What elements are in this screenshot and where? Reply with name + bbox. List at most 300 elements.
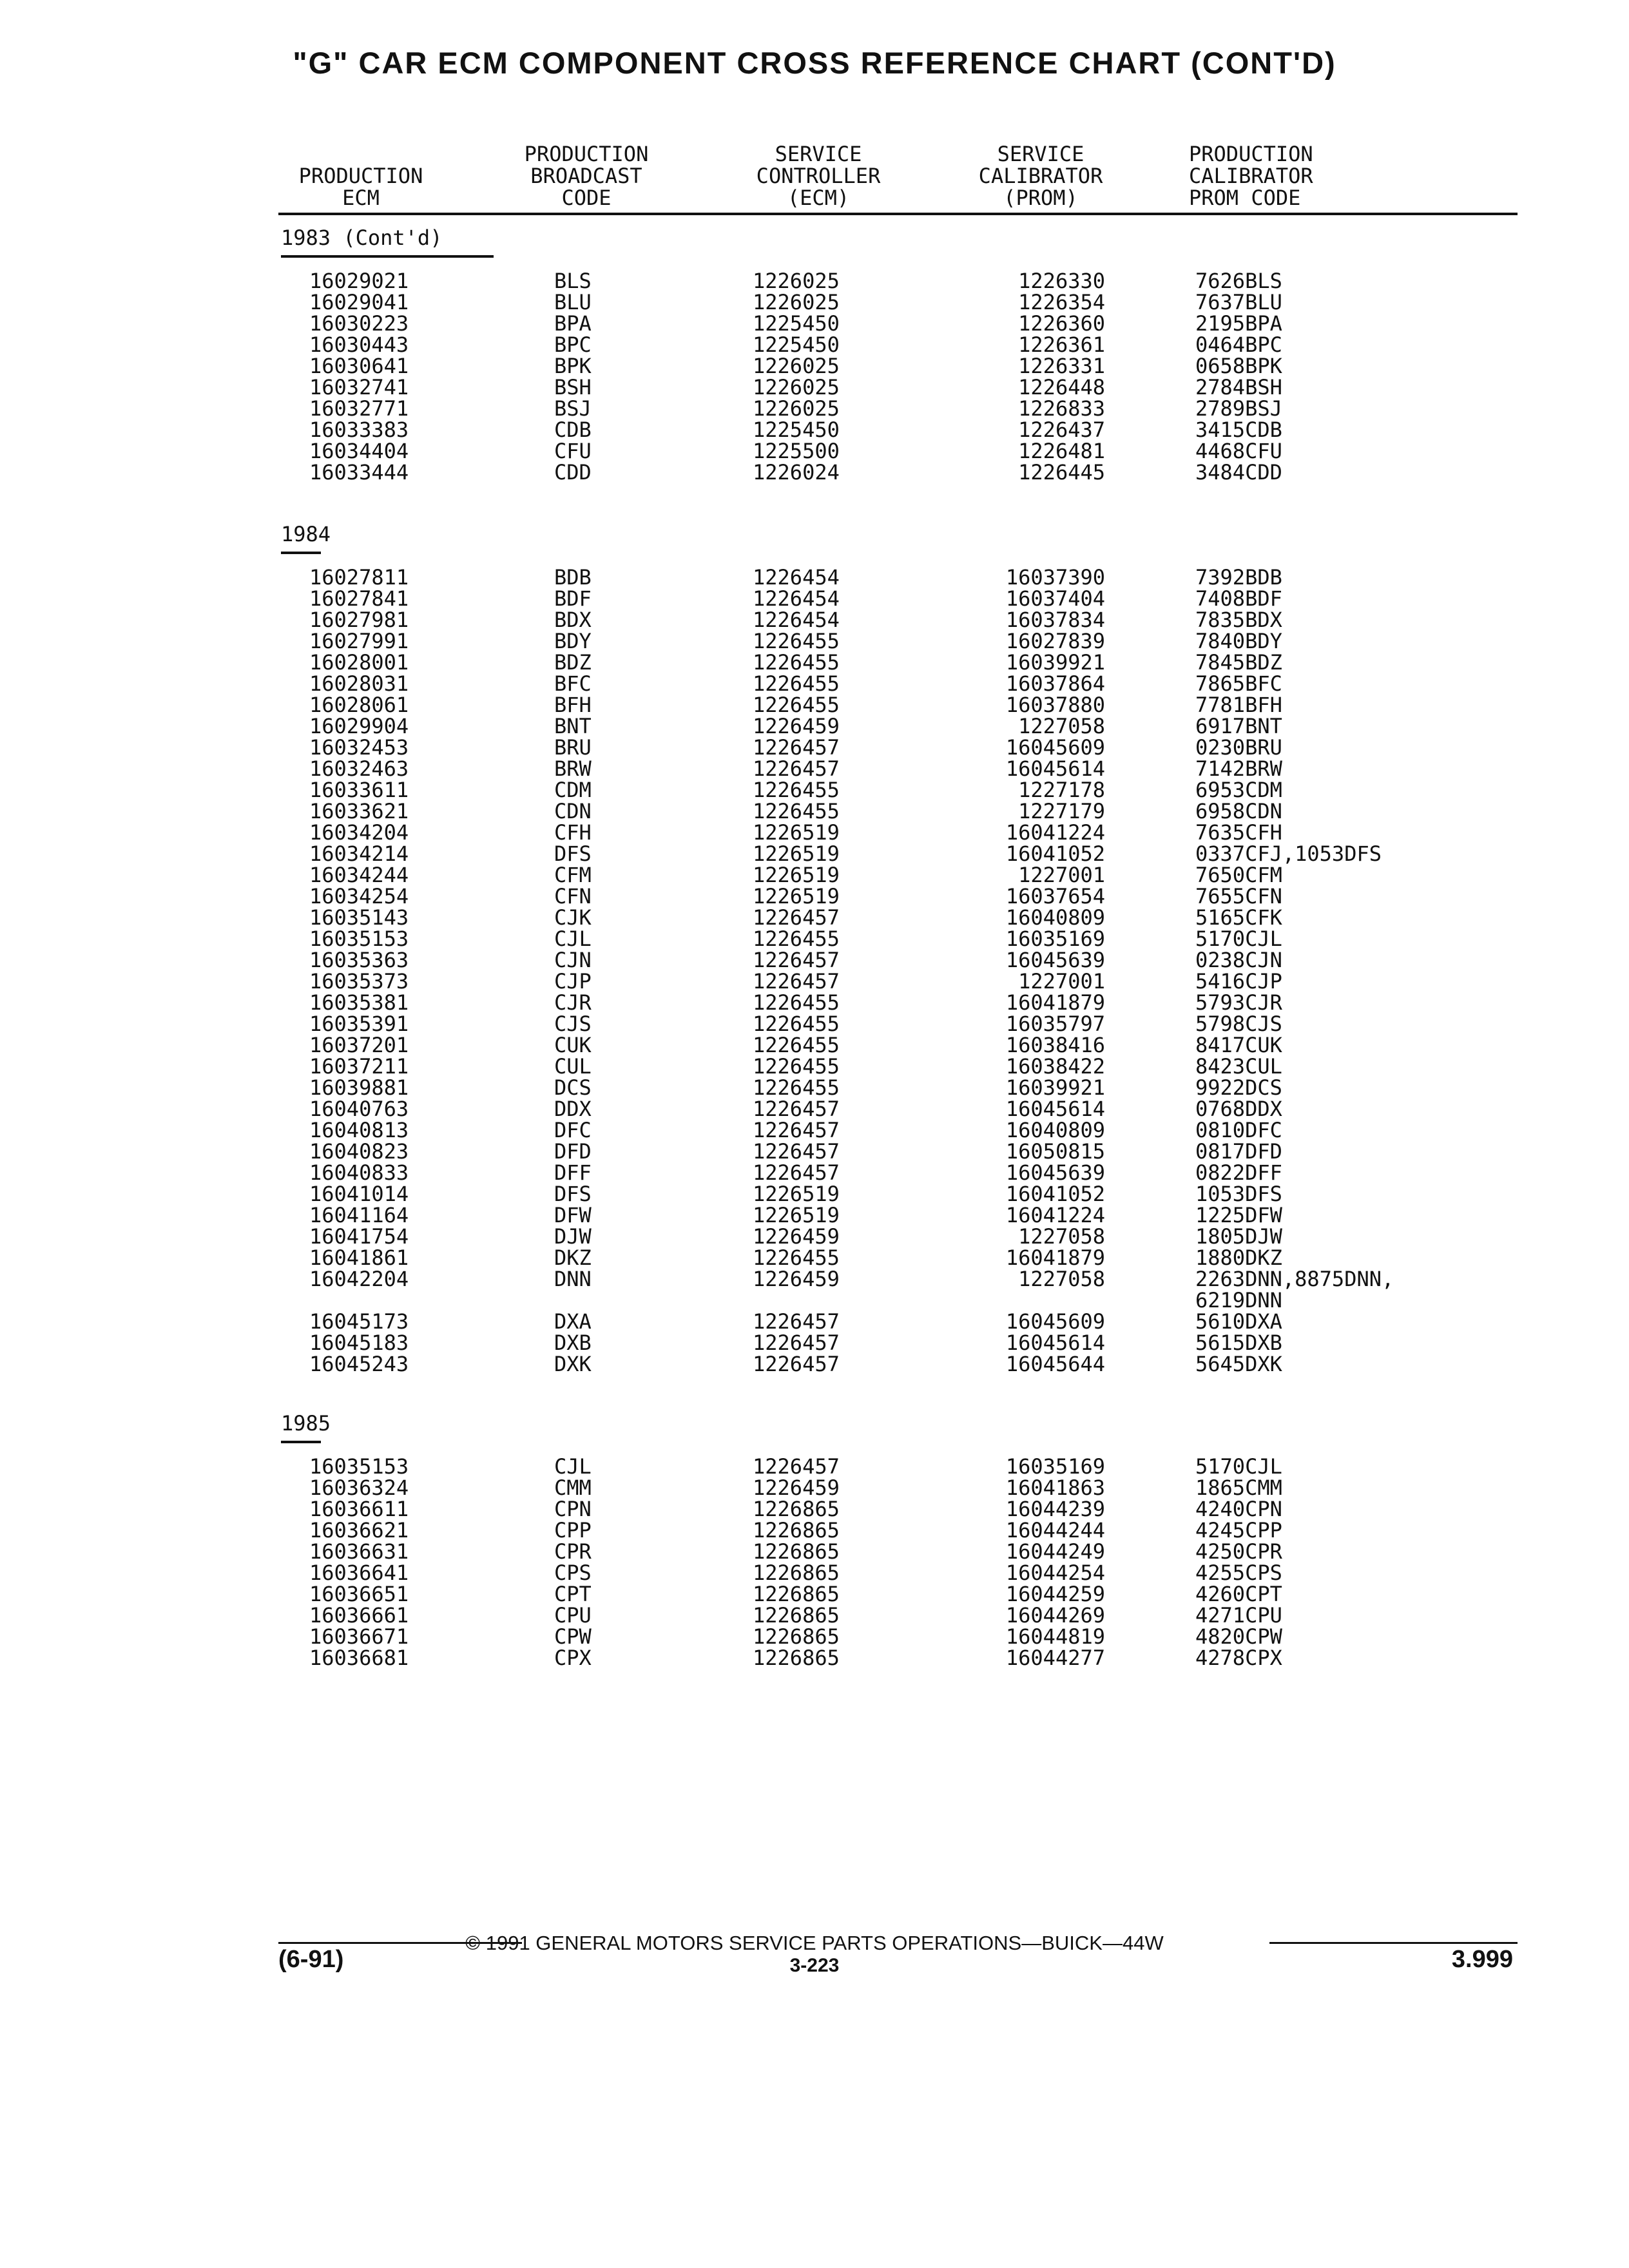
broadcast-code-cell: CFH <box>554 820 592 845</box>
service-calibrator-cell: 16041863 <box>1005 1475 1105 1500</box>
prom-code-cell: 7392BDB <box>1195 565 1282 590</box>
table-row <box>0 334 1629 356</box>
year-label: 1984 <box>281 522 331 546</box>
header-broadcast-code: PRODUCTION BROADCAST CODE <box>524 142 649 210</box>
production-ecm-cell: 16027981 <box>309 608 409 632</box>
table-row <box>0 1056 1629 1077</box>
table-row <box>0 695 1629 716</box>
production-ecm-cell: 16034244 <box>309 863 409 887</box>
production-ecm-cell: 16028031 <box>309 671 409 696</box>
table-row <box>0 398 1629 419</box>
service-controller-cell: 1226459 <box>753 1475 840 1500</box>
service-controller-cell: 1226457 <box>753 735 840 760</box>
broadcast-code-cell: BFC <box>554 671 592 696</box>
broadcast-code-cell: BFH <box>554 693 592 717</box>
service-calibrator-cell: 16044239 <box>1005 1497 1105 1521</box>
service-controller-cell: 1226459 <box>753 714 840 738</box>
table-row <box>0 271 1629 292</box>
service-calibrator-cell: 16044819 <box>1005 1624 1105 1649</box>
prom-code-cell: 9922DCS <box>1195 1075 1282 1100</box>
service-controller-cell: 1226454 <box>753 608 840 632</box>
prom-code-cell: 2263DNN,8875DNN, <box>1195 1267 1394 1291</box>
service-calibrator-cell: 1227001 <box>1018 969 1105 994</box>
broadcast-code-cell: DFS <box>554 1182 592 1206</box>
table-row <box>0 1605 1629 1626</box>
service-calibrator-cell: 1226448 <box>1018 375 1105 399</box>
service-calibrator-cell: 1227058 <box>1018 1224 1105 1249</box>
production-ecm-cell: 16033444 <box>309 460 409 485</box>
service-calibrator-cell: 16037404 <box>1005 586 1105 611</box>
prom-code-cell: 5798CJS <box>1195 1012 1282 1036</box>
broadcast-code-cell: CDD <box>554 460 592 485</box>
service-controller-cell: 1226865 <box>753 1561 840 1585</box>
service-controller-cell: 1225500 <box>753 439 840 463</box>
production-ecm-cell: 16035153 <box>309 1454 409 1479</box>
prom-code-cell: 1865CMM <box>1195 1475 1282 1500</box>
production-ecm-cell: 16035153 <box>309 927 409 951</box>
production-ecm-cell: 16036671 <box>309 1624 409 1649</box>
broadcast-code-cell: BSH <box>554 375 592 399</box>
service-controller-cell: 1226457 <box>753 1118 840 1142</box>
broadcast-code-cell: CPU <box>554 1603 592 1628</box>
header-production-ecm: PRODUCTION ECM <box>298 164 423 210</box>
production-ecm-cell: 16040813 <box>309 1118 409 1142</box>
page-number: 3-223 <box>789 1955 840 1976</box>
service-controller-cell: 1226519 <box>753 884 840 908</box>
section-number: 3.999 <box>1451 1946 1513 1973</box>
service-controller-cell: 1226865 <box>753 1582 840 1606</box>
table-row <box>0 971 1629 992</box>
prom-code-cell: 8423CUL <box>1195 1054 1282 1079</box>
service-calibrator-cell: 1227058 <box>1018 1267 1105 1291</box>
year-underline <box>281 255 494 258</box>
table-row <box>0 1120 1629 1141</box>
prom-code-cell: 2784BSH <box>1195 375 1282 399</box>
service-controller-cell: 1226455 <box>753 799 840 823</box>
page-title: "G" CAR ECM COMPONENT CROSS REFERENCE CHART (CONT'D) <box>293 46 1336 80</box>
service-controller-cell: 1226457 <box>753 1160 840 1185</box>
service-calibrator-cell: 16041052 <box>1005 1182 1105 1206</box>
production-ecm-cell: 16027811 <box>309 565 409 590</box>
production-ecm-cell: 16032463 <box>309 756 409 781</box>
production-ecm-cell: 16028001 <box>309 650 409 675</box>
service-calibrator-cell: 16038416 <box>1005 1033 1105 1057</box>
service-calibrator-cell: 1226354 <box>1018 290 1105 314</box>
table-row <box>0 822 1629 843</box>
prom-code-cell: 3484CDD <box>1195 460 1282 485</box>
broadcast-code-cell: DNN <box>554 1267 592 1291</box>
table-row <box>0 1648 1629 1669</box>
broadcast-code-cell: CFU <box>554 439 592 463</box>
service-controller-cell: 1226455 <box>753 1075 840 1100</box>
table-row <box>0 950 1629 971</box>
service-controller-cell: 1226865 <box>753 1603 840 1628</box>
broadcast-code-cell: BDX <box>554 608 592 632</box>
broadcast-code-cell: CJK <box>554 905 592 930</box>
section-rows <box>0 567 1629 1375</box>
prom-code-cell: 0238CJN <box>1195 948 1282 972</box>
broadcast-code-cell: CPW <box>554 1624 592 1649</box>
service-controller-cell: 1226025 <box>753 290 840 314</box>
service-calibrator-cell: 16035797 <box>1005 1012 1105 1036</box>
broadcast-code-cell: DJW <box>554 1224 592 1249</box>
service-calibrator-cell: 16050815 <box>1005 1139 1105 1164</box>
production-ecm-cell: 16029021 <box>309 269 409 293</box>
table-row <box>0 419 1629 441</box>
copyright-notice: © 1991 GENERAL MOTORS SERVICE PARTS OPERATIONS—BUICK—44W <box>465 1932 1164 1954</box>
prom-code-cell: 4240CPN <box>1195 1497 1282 1521</box>
table-row <box>0 313 1629 334</box>
table-row <box>0 462 1629 483</box>
production-ecm-cell: 16036631 <box>309 1539 409 1564</box>
broadcast-code-cell: CUK <box>554 1033 592 1057</box>
table-row <box>0 758 1629 780</box>
service-calibrator-cell: 16041879 <box>1005 1245 1105 1270</box>
prom-code-cell: 4468CFU <box>1195 439 1282 463</box>
broadcast-code-cell: CUL <box>554 1054 592 1079</box>
production-ecm-cell: 16040823 <box>309 1139 409 1164</box>
broadcast-code-cell: DXB <box>554 1331 592 1355</box>
production-ecm-cell: 16036651 <box>309 1582 409 1606</box>
broadcast-code-cell: CDB <box>554 418 592 442</box>
broadcast-code-cell: DXK <box>554 1352 592 1376</box>
service-calibrator-cell: 1226445 <box>1018 460 1105 485</box>
table-row <box>0 1077 1629 1099</box>
prom-code-cell: 5416CJP <box>1195 969 1282 994</box>
production-ecm-cell: 16032771 <box>309 396 409 421</box>
broadcast-code-cell: DDX <box>554 1097 592 1121</box>
table-row <box>0 588 1629 610</box>
broadcast-code-cell: BDB <box>554 565 592 590</box>
service-controller-cell: 1226455 <box>753 1033 840 1057</box>
prom-code-cell: 7835BDX <box>1195 608 1282 632</box>
service-calibrator-cell: 16037880 <box>1005 693 1105 717</box>
service-calibrator-cell: 1226833 <box>1018 396 1105 421</box>
service-controller-cell: 1226457 <box>753 756 840 781</box>
table-row <box>0 1354 1629 1375</box>
production-ecm-cell: 16041861 <box>309 1245 409 1270</box>
table-row <box>0 1247 1629 1269</box>
service-controller-cell: 1226865 <box>753 1518 840 1542</box>
broadcast-code-cell: CPS <box>554 1561 592 1585</box>
production-ecm-cell: 16027841 <box>309 586 409 611</box>
prom-code-cell: 7637BLU <box>1195 290 1282 314</box>
broadcast-code-cell: BLU <box>554 290 592 314</box>
production-ecm-cell: 16030443 <box>309 332 409 357</box>
broadcast-code-cell: BNT <box>554 714 592 738</box>
prom-code-cell: 4245CPP <box>1195 1518 1282 1542</box>
table-row <box>0 1205 1629 1226</box>
broadcast-code-cell: CPR <box>554 1539 592 1564</box>
prom-code-cell: 5165CFK <box>1195 905 1282 930</box>
service-calibrator-cell: 1226437 <box>1018 418 1105 442</box>
production-ecm-cell: 16036661 <box>309 1603 409 1628</box>
prom-code-cell: 5645DXK <box>1195 1352 1282 1376</box>
broadcast-code-cell: DFW <box>554 1203 592 1227</box>
year-underline <box>281 1441 321 1443</box>
prom-code-cell: 5615DXB <box>1195 1331 1282 1355</box>
prom-code-cell: 4250CPR <box>1195 1539 1282 1564</box>
production-ecm-cell: 16035373 <box>309 969 409 994</box>
service-controller-cell: 1226455 <box>753 693 840 717</box>
prom-code-cell: 6219DNN <box>1195 1288 1282 1312</box>
table-row <box>0 1626 1629 1648</box>
service-controller-cell: 1226865 <box>753 1624 840 1649</box>
production-ecm-cell: 16033383 <box>309 418 409 442</box>
service-calibrator-cell: 16044244 <box>1005 1518 1105 1542</box>
table-row <box>0 1499 1629 1520</box>
revision-date: (6-91) <box>278 1946 344 1973</box>
table-row <box>0 1099 1629 1120</box>
service-controller-cell: 1226865 <box>753 1646 840 1670</box>
service-controller-cell: 1226025 <box>753 396 840 421</box>
service-controller-cell: 1226519 <box>753 1182 840 1206</box>
broadcast-code-cell: CFN <box>554 884 592 908</box>
table-row <box>0 441 1629 462</box>
prom-code-cell: 4271CPU <box>1195 1603 1282 1628</box>
broadcast-code-cell: BLS <box>554 269 592 293</box>
service-controller-cell: 1226454 <box>753 586 840 611</box>
production-ecm-cell: 16033611 <box>309 778 409 802</box>
broadcast-code-cell: CMM <box>554 1475 592 1500</box>
service-calibrator-cell: 1227179 <box>1018 799 1105 823</box>
production-ecm-cell: 16042204 <box>309 1267 409 1291</box>
service-calibrator-cell: 16037390 <box>1005 565 1105 590</box>
production-ecm-cell: 16041014 <box>309 1182 409 1206</box>
prom-code-cell: 0464BPC <box>1195 332 1282 357</box>
prom-code-cell: 1225DFW <box>1195 1203 1282 1227</box>
service-calibrator-cell: 16044254 <box>1005 1561 1105 1585</box>
production-ecm-cell: 16036621 <box>309 1518 409 1542</box>
service-controller-cell: 1226519 <box>753 1203 840 1227</box>
broadcast-code-cell: CDM <box>554 778 592 802</box>
broadcast-code-cell: DKZ <box>554 1245 592 1270</box>
broadcast-code-cell: CFM <box>554 863 592 887</box>
production-ecm-cell: 16034214 <box>309 841 409 866</box>
service-controller-cell: 1226519 <box>753 863 840 887</box>
service-calibrator-cell: 1226360 <box>1018 311 1105 336</box>
service-controller-cell: 1226865 <box>753 1497 840 1521</box>
prom-code-cell: 6953CDM <box>1195 778 1282 802</box>
prom-code-cell: 0337CFJ,1053DFS <box>1195 841 1382 866</box>
service-calibrator-cell: 16041052 <box>1005 841 1105 866</box>
prom-code-cell: 7650CFM <box>1195 863 1282 887</box>
broadcast-code-cell: DFF <box>554 1160 592 1185</box>
prom-code-cell: 5170CJL <box>1195 1454 1282 1479</box>
table-row <box>0 292 1629 313</box>
service-calibrator-cell: 16045609 <box>1005 1309 1105 1334</box>
production-ecm-cell: 16029904 <box>309 714 409 738</box>
table-row <box>0 1520 1629 1541</box>
service-calibrator-cell: 16037834 <box>1005 608 1105 632</box>
prom-code-cell: 0230BRU <box>1195 735 1282 760</box>
service-calibrator-cell: 16044259 <box>1005 1582 1105 1606</box>
prom-code-cell: 2789BSJ <box>1195 396 1282 421</box>
table-row <box>0 1290 1629 1311</box>
service-calibrator-cell: 16045614 <box>1005 1097 1105 1121</box>
section-rows <box>0 1456 1629 1669</box>
service-calibrator-cell: 1226361 <box>1018 332 1105 357</box>
production-ecm-cell: 16027991 <box>309 629 409 653</box>
production-ecm-cell: 16032741 <box>309 375 409 399</box>
production-ecm-cell: 16040833 <box>309 1160 409 1185</box>
table-row <box>0 1477 1629 1499</box>
service-controller-cell: 1226025 <box>753 354 840 378</box>
table-row <box>0 1014 1629 1035</box>
service-controller-cell: 1226455 <box>753 778 840 802</box>
prom-code-cell: 6917BNT <box>1195 714 1282 738</box>
prom-code-cell: 0768DDX <box>1195 1097 1282 1121</box>
service-controller-cell: 1226457 <box>753 1309 840 1334</box>
prom-code-cell: 5793CJR <box>1195 990 1282 1015</box>
prom-code-cell: 5170CJL <box>1195 927 1282 951</box>
broadcast-code-cell: DFS <box>554 841 592 866</box>
production-ecm-cell: 16036681 <box>309 1646 409 1670</box>
table-row <box>0 1162 1629 1184</box>
service-controller-cell: 1226457 <box>753 948 840 972</box>
broadcast-code-cell: CJL <box>554 1454 592 1479</box>
broadcast-code-cell: CJR <box>554 990 592 1015</box>
service-calibrator-cell: 16045639 <box>1005 948 1105 972</box>
service-calibrator-cell: 16044269 <box>1005 1603 1105 1628</box>
service-controller-cell: 1225450 <box>753 332 840 357</box>
service-controller-cell: 1226455 <box>753 1054 840 1079</box>
production-ecm-cell: 16032453 <box>309 735 409 760</box>
production-ecm-cell: 16028061 <box>309 693 409 717</box>
broadcast-code-cell: CJL <box>554 927 592 951</box>
service-controller-cell: 1226455 <box>753 927 840 951</box>
service-calibrator-cell: 16027839 <box>1005 629 1105 653</box>
header-service-calibrator: SERVICE CALIBRATOR (PROM) <box>978 142 1103 210</box>
table-row <box>0 1035 1629 1056</box>
prom-code-cell: 5610DXA <box>1195 1309 1282 1334</box>
broadcast-code-cell: CPT <box>554 1582 592 1606</box>
service-controller-cell: 1226455 <box>753 990 840 1015</box>
header-rule <box>278 213 1518 215</box>
broadcast-code-cell: BDY <box>554 629 592 653</box>
broadcast-code-cell: CJN <box>554 948 592 972</box>
prom-code-cell: 7781BFH <box>1195 693 1282 717</box>
service-calibrator-cell: 16037654 <box>1005 884 1105 908</box>
prom-code-cell: 0658BPK <box>1195 354 1282 378</box>
production-ecm-cell: 16034254 <box>309 884 409 908</box>
service-calibrator-cell: 1227178 <box>1018 778 1105 802</box>
service-controller-cell: 1226519 <box>753 820 840 845</box>
broadcast-code-cell: BPA <box>554 311 592 336</box>
table-row <box>0 907 1629 928</box>
table-row <box>0 801 1629 822</box>
production-ecm-cell: 16035143 <box>309 905 409 930</box>
prom-code-cell: 4260CPT <box>1195 1582 1282 1606</box>
service-calibrator-cell: 16045614 <box>1005 756 1105 781</box>
production-ecm-cell: 16041164 <box>309 1203 409 1227</box>
header-service-controller: SERVICE CONTROLLER (ECM) <box>756 142 881 210</box>
service-calibrator-cell: 16035169 <box>1005 927 1105 951</box>
table-row <box>0 843 1629 865</box>
production-ecm-cell: 16030223 <box>309 311 409 336</box>
service-calibrator-cell: 1226330 <box>1018 269 1105 293</box>
production-ecm-cell: 16030641 <box>309 354 409 378</box>
table-row <box>0 865 1629 886</box>
production-ecm-cell: 16037211 <box>309 1054 409 1079</box>
broadcast-code-cell: CPP <box>554 1518 592 1542</box>
production-ecm-cell: 16045173 <box>309 1309 409 1334</box>
service-controller-cell: 1226457 <box>753 1097 840 1121</box>
prom-code-cell: 4820CPW <box>1195 1624 1282 1649</box>
service-calibrator-cell: 16035169 <box>1005 1454 1105 1479</box>
broadcast-code-cell: CJS <box>554 1012 592 1036</box>
production-ecm-cell: 16029041 <box>309 290 409 314</box>
service-calibrator-cell: 1227058 <box>1018 714 1105 738</box>
service-controller-cell: 1226457 <box>753 1352 840 1376</box>
table-row <box>0 1226 1629 1247</box>
table-row <box>0 1269 1629 1290</box>
broadcast-code-cell: DXA <box>554 1309 592 1334</box>
production-ecm-cell: 16033621 <box>309 799 409 823</box>
header-prom-code: PRODUCTION CALIBRATOR PROM CODE <box>1189 142 1313 210</box>
production-ecm-cell: 16045243 <box>309 1352 409 1376</box>
table-row <box>0 1584 1629 1605</box>
production-ecm-cell: 16036324 <box>309 1475 409 1500</box>
table-row <box>0 1184 1629 1205</box>
service-calibrator-cell: 16041224 <box>1005 820 1105 845</box>
prom-code-cell: 2195BPA <box>1195 311 1282 336</box>
broadcast-code-cell: DFD <box>554 1139 592 1164</box>
production-ecm-cell: 16036611 <box>309 1497 409 1521</box>
year-label: 1985 <box>281 1411 331 1436</box>
broadcast-code-cell: CPX <box>554 1646 592 1670</box>
table-row <box>0 737 1629 758</box>
broadcast-code-cell: BPK <box>554 354 592 378</box>
table-row <box>0 356 1629 377</box>
prom-code-cell: 1053DFS <box>1195 1182 1282 1206</box>
prom-code-cell: 0817DFD <box>1195 1139 1282 1164</box>
prom-code-cell: 1880DKZ <box>1195 1245 1282 1270</box>
prom-code-cell: 7840BDY <box>1195 629 1282 653</box>
service-controller-cell: 1226455 <box>753 671 840 696</box>
prom-code-cell: 0810DFC <box>1195 1118 1282 1142</box>
service-controller-cell: 1226457 <box>753 969 840 994</box>
year-label: 1983 (Cont'd) <box>281 226 443 250</box>
service-controller-cell: 1226519 <box>753 841 840 866</box>
prom-code-cell: 7845BDZ <box>1195 650 1282 675</box>
prom-code-cell: 7635CFH <box>1195 820 1282 845</box>
service-calibrator-cell: 16039921 <box>1005 1075 1105 1100</box>
service-calibrator-cell: 16045609 <box>1005 735 1105 760</box>
table-row <box>0 886 1629 907</box>
table-row <box>0 992 1629 1014</box>
service-calibrator-cell: 16045639 <box>1005 1160 1105 1185</box>
service-calibrator-cell: 1226331 <box>1018 354 1105 378</box>
broadcast-code-cell: DFC <box>554 1118 592 1142</box>
service-controller-cell: 1226457 <box>753 1454 840 1479</box>
broadcast-code-cell: BRW <box>554 756 592 781</box>
table-row <box>0 1456 1629 1477</box>
service-controller-cell: 1226459 <box>753 1224 840 1249</box>
prom-code-cell: 7142BRW <box>1195 756 1282 781</box>
broadcast-code-cell: BSJ <box>554 396 592 421</box>
prom-code-cell: 7865BFC <box>1195 671 1282 696</box>
table-row <box>0 1311 1629 1332</box>
broadcast-code-cell: BRU <box>554 735 592 760</box>
service-calibrator-cell: 1226481 <box>1018 439 1105 463</box>
service-controller-cell: 1226454 <box>753 565 840 590</box>
service-calibrator-cell: 1227001 <box>1018 863 1105 887</box>
broadcast-code-cell: CPN <box>554 1497 592 1521</box>
service-calibrator-cell: 16040809 <box>1005 905 1105 930</box>
service-calibrator-cell: 16045614 <box>1005 1331 1105 1355</box>
table-row <box>0 928 1629 950</box>
